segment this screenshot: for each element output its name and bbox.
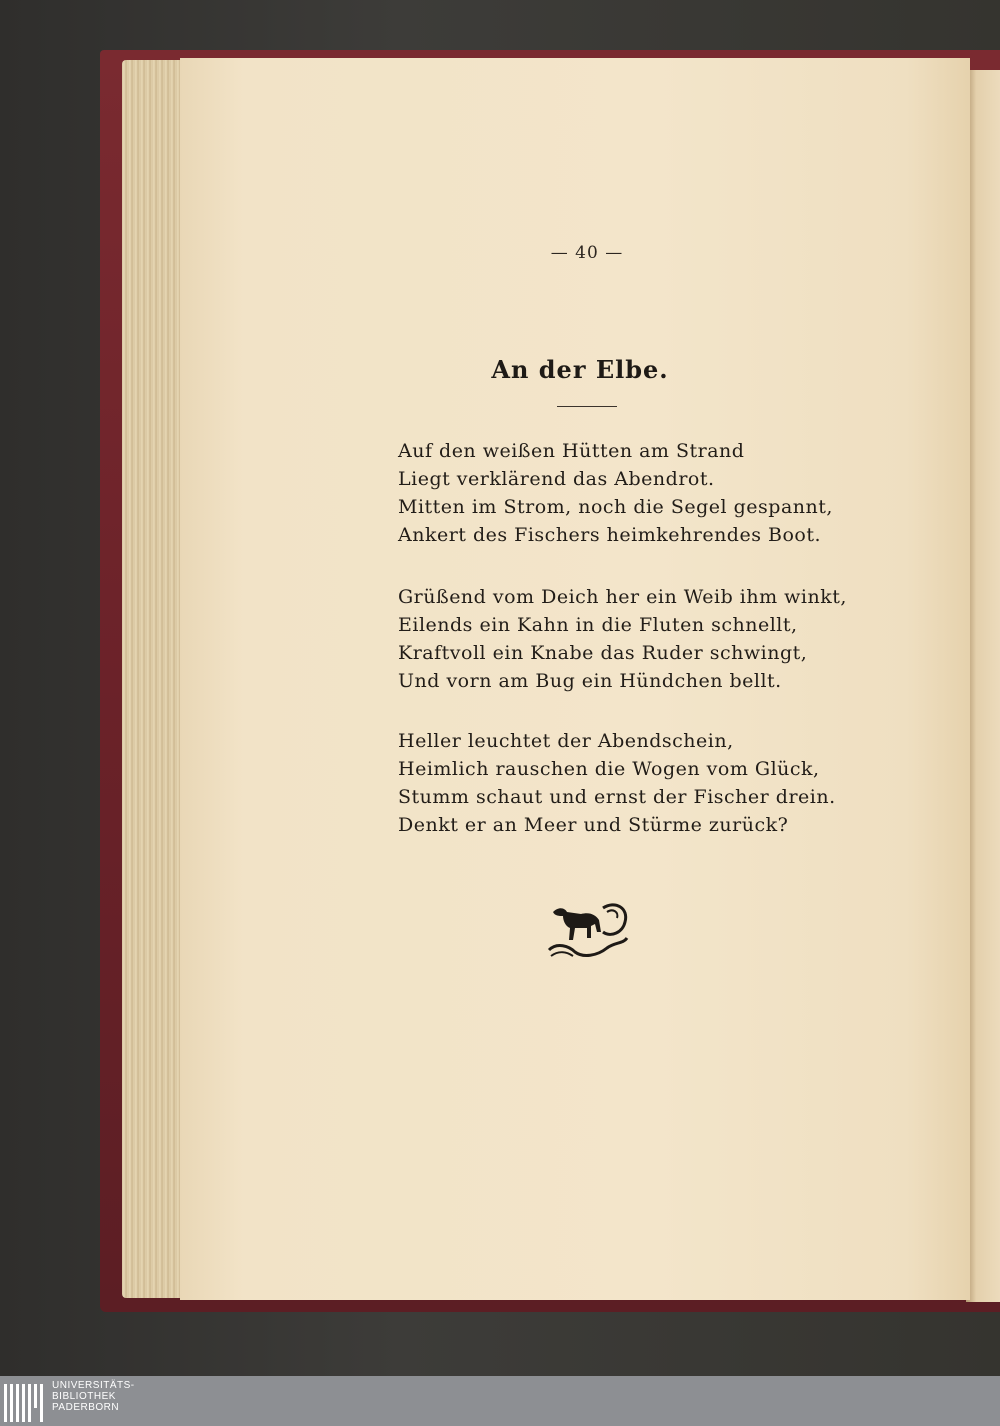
library-name-line: PADERBORN (52, 1402, 120, 1413)
stanza-3 (398, 727, 836, 839)
poem-line: Stumm schaut und ernst der Fischer drein. (398, 786, 836, 808)
poem-line: Auf den weißen Hütten am Strand (398, 440, 745, 462)
poem-line: Und vorn am Bug ein Hündchen bellt. (398, 670, 782, 692)
poem-line: Heimlich rauschen die Wogen vom Glück, (398, 758, 820, 780)
stanza-2 (398, 583, 847, 695)
poem-line: Kraftvoll ein Knabe das Ruder schwingt, (398, 642, 808, 664)
stanza-1 (398, 437, 833, 549)
library-name-line: BIBLIOTHEK (52, 1391, 116, 1402)
poem-title: An der Elbe. (491, 355, 669, 384)
poem-line: Liegt verklärend das Abendrot. (398, 468, 715, 490)
poem-line: Heller leuchtet der Abendschein, (398, 730, 734, 752)
page-number: — 40 — (550, 243, 624, 263)
library-name (52, 1380, 135, 1413)
poem-line: Mitten im Strom, noch die Segel gespannt, (398, 496, 833, 518)
facing-page-edge (966, 70, 1000, 1302)
dog-vignette-icon (545, 898, 631, 960)
poem-line: Ankert des Fischers heimkehrendes Boot. (398, 524, 822, 546)
poem-line: Grüßend vom Deich her ein Weib ihm winkt, (398, 586, 847, 608)
library-footer (0, 1376, 1000, 1426)
poem-line: Denkt er an Meer und Stürme zurück? (398, 814, 789, 836)
library-name-line: UNIVERSITÄTS- (52, 1380, 135, 1391)
poem-line: Eilends ein Kahn in die Fluten schnellt, (398, 614, 798, 636)
title-divider (557, 406, 617, 407)
